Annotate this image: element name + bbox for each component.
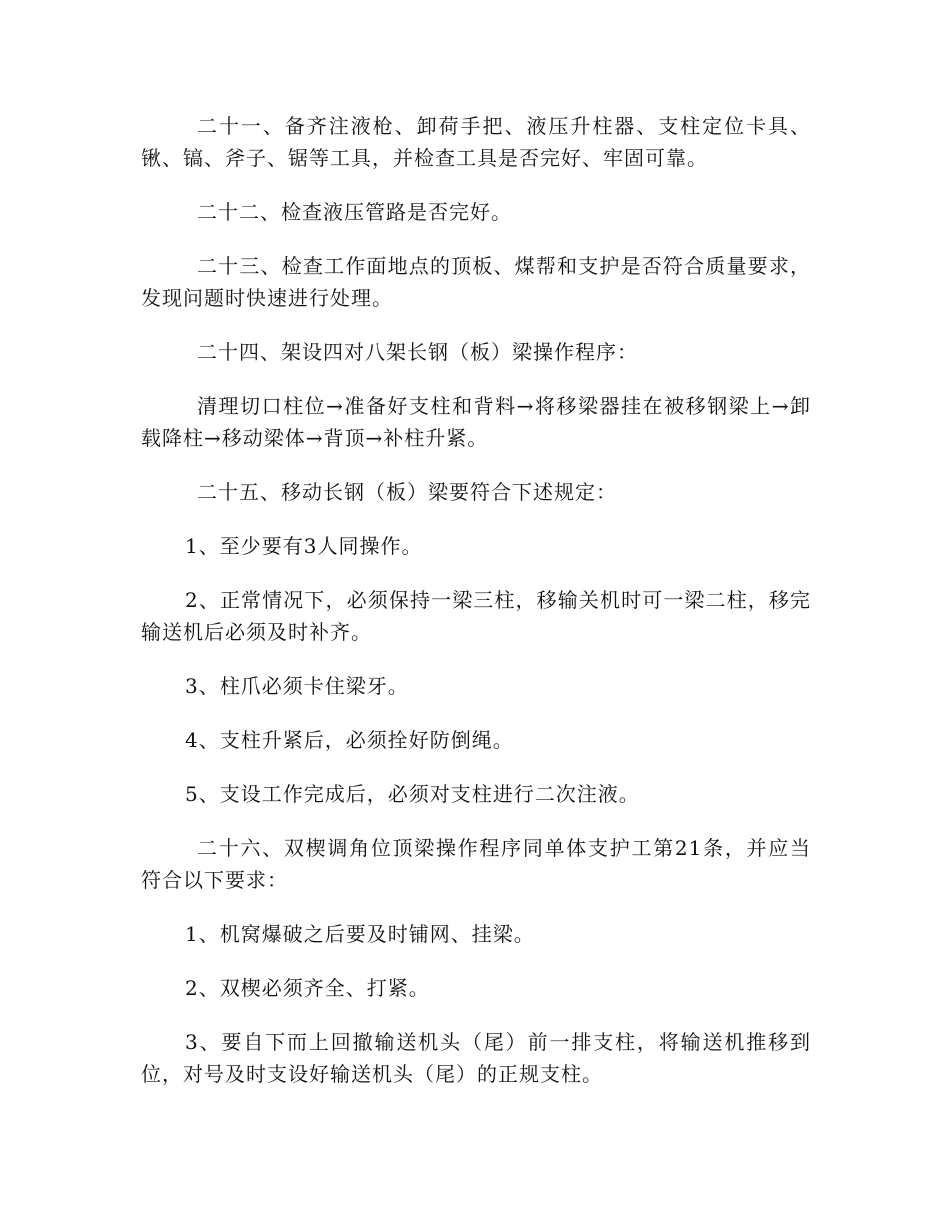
paragraph-26-item-1: 1、机窝爆破之后要及时铺网、挂梁。 [185, 922, 535, 946]
paragraph-24: 二十四、架设四对八架长钢（板）梁操作程序： [197, 340, 638, 364]
paragraph-23: 二十三、检查工作面地点的顶板、煤帮和支护是否符合质量要求，发现问题时快速进行处理。 [141, 254, 811, 310]
paragraph-25-item-3: 3、柱爪必须卡住梁牙。 [185, 674, 409, 698]
paragraph-26-item-3: 3、要自下而上回撤输送机头（尾）前一排支柱，将输送机推移到位，对号及时支设好输送机头（尾）的正规支柱。 [141, 1030, 811, 1086]
paragraph-25-item-1: 1、至少要有3人同操作。 [185, 534, 423, 558]
paragraph-26: 二十六、双楔调角位顶梁操作程序同单体支护工第21条，并应当符合以下要求： [141, 836, 811, 892]
document-body [141, 110, 811, 1112]
paragraph-21: 二十一、备齐注液枪、卸荷手把、液压升柱器、支柱定位卡具、锹、镐、斧子、锯等工具，并检查工具是否完好、牢固可靠。 [141, 114, 811, 170]
paragraph-26-item-2: 2、双楔必须齐全、打紧。 [185, 976, 430, 1000]
paragraph-25: 二十五、移动长钢（板）梁要符合下述规定： [197, 480, 617, 504]
paragraph-25-item-5: 5、支设工作完成后，必须对支柱进行二次注液。 [185, 782, 640, 806]
paragraph-25-item-4: 4、支柱升紧后，必须拴好防倒绳。 [185, 728, 514, 752]
paragraph-22: 二十二、检查液压管路是否完好。 [197, 200, 512, 224]
paragraph-25-item-2: 2、正常情况下，必须保持一梁三柱，移输关机时可一梁二柱，移完输送机后必须及时补齐。 [141, 588, 811, 644]
paragraph-24-procedure: 清理切口柱位→准备好支柱和背料→将移梁器挂在被移钢梁上→卸载降柱→移动梁体→背顶→补柱升紧。 [141, 394, 811, 450]
